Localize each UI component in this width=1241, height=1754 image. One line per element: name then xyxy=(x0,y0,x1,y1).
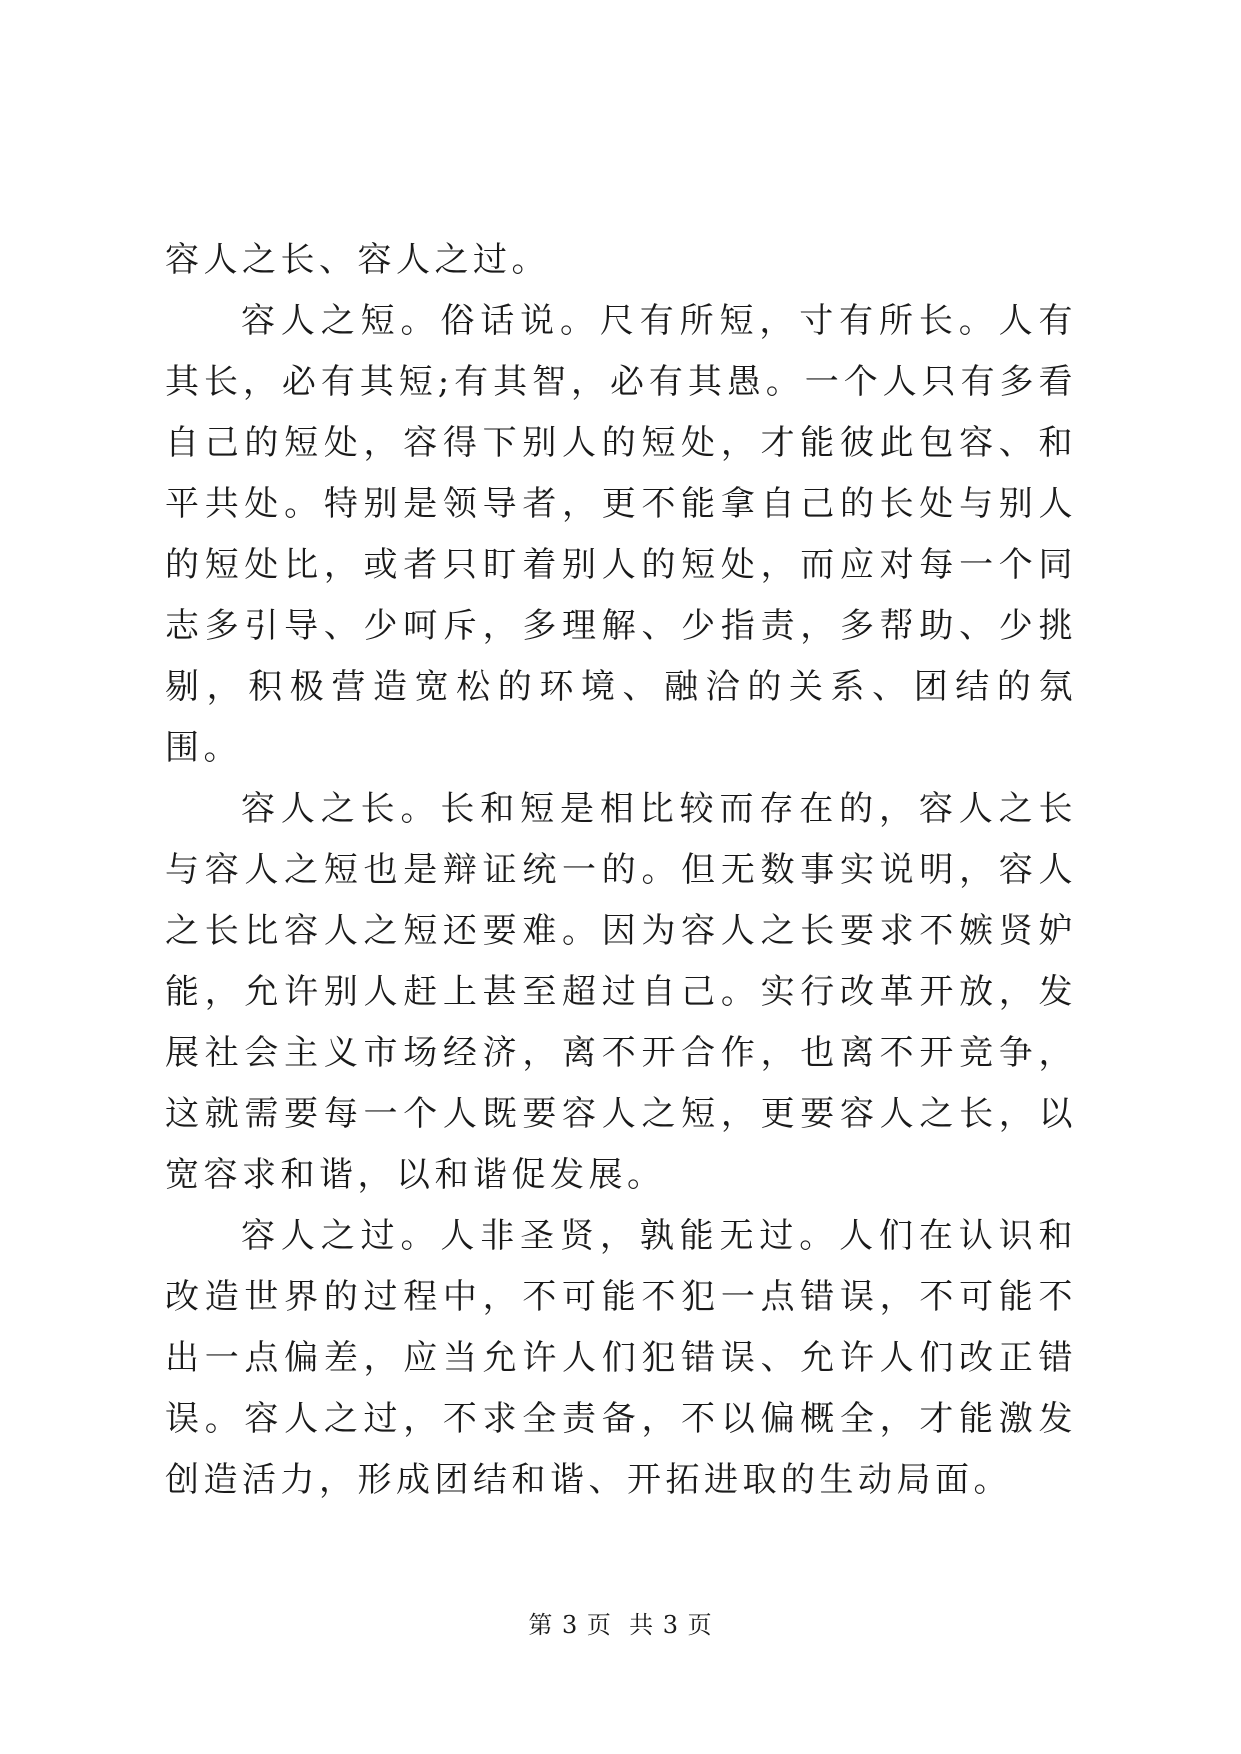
paragraph-2: 容人之短。俗话说。尺有所短，寸有所长。人有其长，必有其短;有其智，必有其愚。一个人只有多看自己的短处，容得下别人的短处，才能彼此包容、和平共处。特别是领导者，更不能拿自己的长处与别人的短处比，或者只盯着别人的短处，而应对每一个同志多引导、少呵斥，多理解、少指责，多帮助、少挑剔，积极营造宽松的环境、融洽的关系、团结的氛围。 xyxy=(165,301,1077,768)
paragraph-1: 容人之长、容人之过。 xyxy=(165,240,550,280)
page-footer xyxy=(0,1605,1241,1640)
document-body xyxy=(165,230,1077,1511)
page-number-label: 第 3 页 共 3 页 xyxy=(528,1611,713,1639)
paragraph-4: 容人之过。人非圣贤，孰能无过。人们在认识和改造世界的过程中，不可能不犯一点错误，不可能不出一点偏差，应当允许人们犯错误、允许人们改正错误。容人之过，不求全责备，不以偏概全，才能激发创造活力，形成团结和谐、开拓进取的生动局面。 xyxy=(165,1216,1077,1500)
paragraph-3: 容人之长。长和短是相比较而存在的，容人之长与容人之短也是辩证统一的。但无数事实说明，容人之长比容人之短还要难。因为容人之长要求不嫉贤妒能，允许别人赶上甚至超过自己。实行改革开放，发展社会主义市场经济，离不开合作，也离不开竞争，这就需要每一个人既要容人之短，更要容人之长，以宽容求和谐，以和谐促发展。 xyxy=(165,789,1077,1195)
